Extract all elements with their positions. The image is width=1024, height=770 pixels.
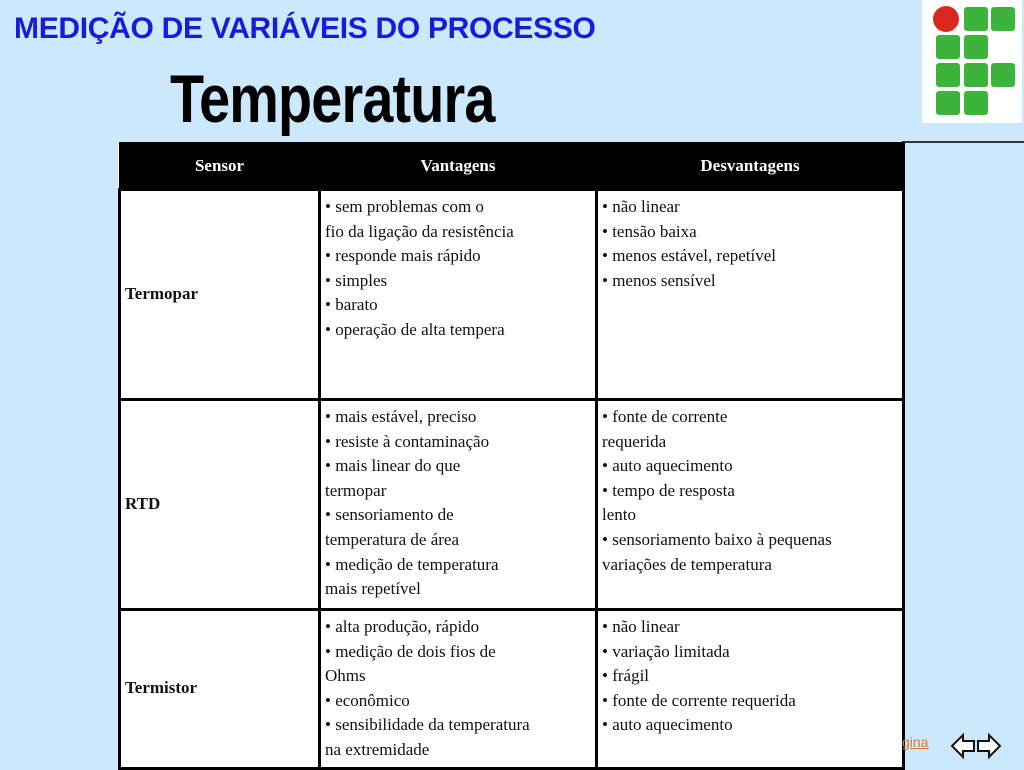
column-header-vantagens: Vantagens [320,143,597,190]
table-row [120,610,904,769]
vantagens-line: termopar [325,480,387,500]
logo-square [936,91,960,115]
desvantagens-line: variações de temperatura [602,554,772,574]
vantagens-line: • resiste à contaminação [325,431,490,451]
logo-square [991,7,1015,31]
vantagens-line: • barato [325,295,378,315]
desvantagens-line: • frágil [602,666,650,686]
desvantagens-line: lento [602,505,636,525]
vantagens-cell [320,610,597,769]
sensor-comparison-table [118,142,905,770]
desvantagens-line: • menos estável, repetível [602,246,777,266]
desvantagens-line: • não linear [602,617,680,636]
desvantagens-cell [597,400,904,610]
vantagens-cell [320,190,597,400]
logo-square [991,63,1015,87]
table-header-row [120,143,904,190]
desvantagens-line: requerida [602,431,667,451]
vantagens-line: • sensibilidade da temperatura [325,715,530,735]
desvantagens-line: • auto aquecimento [602,715,733,735]
logo-red-circle [933,6,959,32]
vantagens-cell [320,400,597,610]
logo-square [936,63,960,87]
vantagens-line: • sensoriamento de [325,505,454,525]
desvantagens-line: • fonte de corrente requerida [602,690,796,710]
vantagens-line: • simples [325,270,388,290]
vantagens-line: • mais estável, preciso [325,407,477,426]
vantagens-line: • sem problemas com o [325,197,484,216]
logo-square [936,35,960,59]
header-title: MEDIÇÃO DE VARIÁVEIS DO PROCESSO [14,12,596,45]
sensor-name-cell: Termopar [120,190,320,400]
column-header-desvantagens: Desvantagens [597,143,904,190]
logo-square [964,35,988,59]
vantagens-line: temperatura de área [325,529,460,549]
desvantagens-line: • sensoriamento baixo à pequenas [602,529,832,549]
desvantagens-cell [597,190,904,400]
table-row [120,190,904,400]
vantagens-line: mais repetível [325,579,421,599]
desvantagens-line: • variação limitada [602,641,730,661]
institution-logo [922,0,1022,123]
vantagens-line: • operação de alta tempera [325,319,505,339]
divider-line [902,141,1024,143]
desvantagens-line: • tensão baixa [602,221,697,241]
vantagens-line: • alta produção, rápido [325,617,480,636]
prev-next-arrows-icon[interactable] [950,730,1002,762]
vantagens-line: fio da ligação da resistência [325,221,514,241]
desvantagens-line: • tempo de resposta [602,480,735,500]
logo-square [964,63,988,87]
vantagens-line: • medição de dois fios de [325,641,496,661]
vantagens-line: • mais linear do que [325,456,461,476]
desvantagens-line: • auto aquecimento [602,456,733,476]
desvantagens-line: • menos sensível [602,270,716,290]
sensor-name-cell: Termistor [120,610,320,769]
desvantagens-cell [597,610,904,769]
footer-page-link[interactable]: gina [902,734,929,750]
vantagens-line: Ohms [325,666,366,686]
vantagens-line: • medição de temperatura [325,554,499,574]
slide-title: Temperatura [170,61,495,137]
sensor-name-cell: RTD [120,400,320,610]
logo-square [964,7,988,31]
logo-square [964,91,988,115]
vantagens-line: • econômico [325,690,410,710]
column-header-sensor: Sensor [120,143,320,190]
desvantagens-line: • fonte de corrente [602,407,728,426]
desvantagens-line: • não linear [602,197,680,216]
vantagens-line: • responde mais rápido [325,246,481,266]
table-row [120,400,904,610]
vantagens-line: na extremidade [325,739,430,759]
